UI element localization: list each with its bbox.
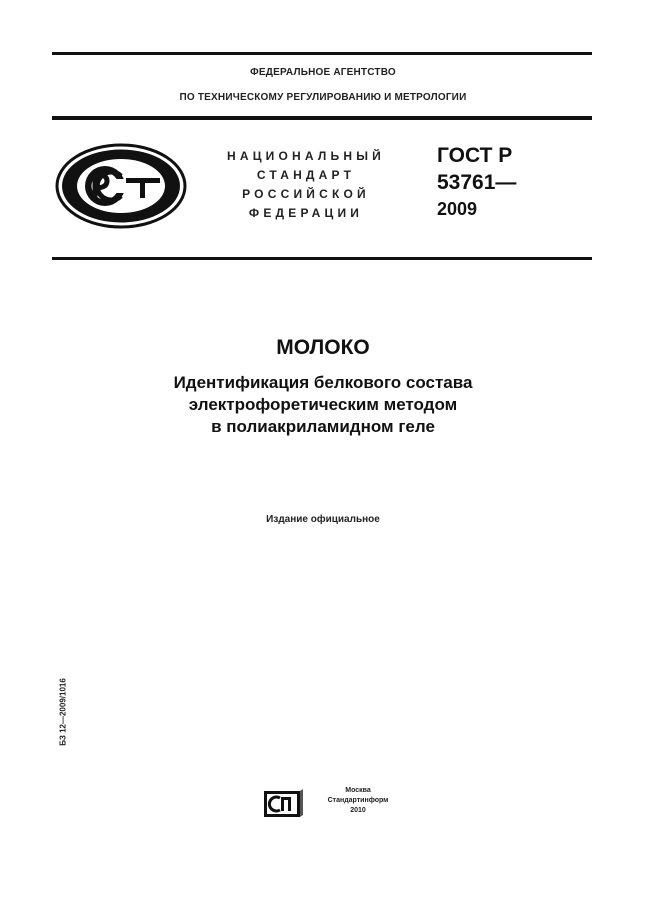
subtitle-line-1: Идентификация белкового состава [173, 373, 473, 392]
document-subtitle [0, 372, 646, 438]
side-code: БЗ 12—2009/1016 [58, 678, 68, 746]
agency-line-2: ПО ТЕХНИЧЕСКОМУ РЕГУЛИРОВАНИЮ И МЕТРОЛОГИИ [179, 92, 467, 103]
top-rule [52, 52, 592, 55]
document-title: МОЛОКО [276, 336, 370, 359]
standartinform-logo-icon [263, 789, 303, 819]
national-standard-label [206, 147, 406, 223]
publisher-city: Москва [345, 787, 371, 794]
publisher-block [312, 786, 404, 816]
gost-year: 2009 [437, 199, 478, 219]
national-line-2: СТАНДАРТ [256, 168, 356, 182]
subtitle-line-3: в полиакриламидном геле [211, 417, 435, 436]
national-line-4: ФЕДЕРАЦИИ [248, 206, 364, 220]
gost-number: 53761— [437, 171, 517, 194]
gost-prefix: ГОСТ Р [437, 144, 513, 167]
gost-designation [437, 142, 516, 223]
standard-block-rule [52, 257, 592, 260]
national-line-3: РОССИЙСКОЙ [242, 187, 370, 201]
publisher-name: Стандартинформ [327, 797, 389, 804]
rst-certification-logo-icon [55, 143, 187, 229]
agency-line-1: ФЕДЕРАЛЬНОЕ АГЕНТСТВО [250, 67, 396, 78]
subtitle-line-2: электрофоретическим методом [188, 395, 458, 414]
edition-label: Издание официальное [266, 514, 380, 525]
national-line-1: НАЦИОНАЛЬНЫЙ [226, 149, 386, 163]
publisher-year: 2010 [350, 807, 366, 814]
header-rule [52, 116, 592, 120]
